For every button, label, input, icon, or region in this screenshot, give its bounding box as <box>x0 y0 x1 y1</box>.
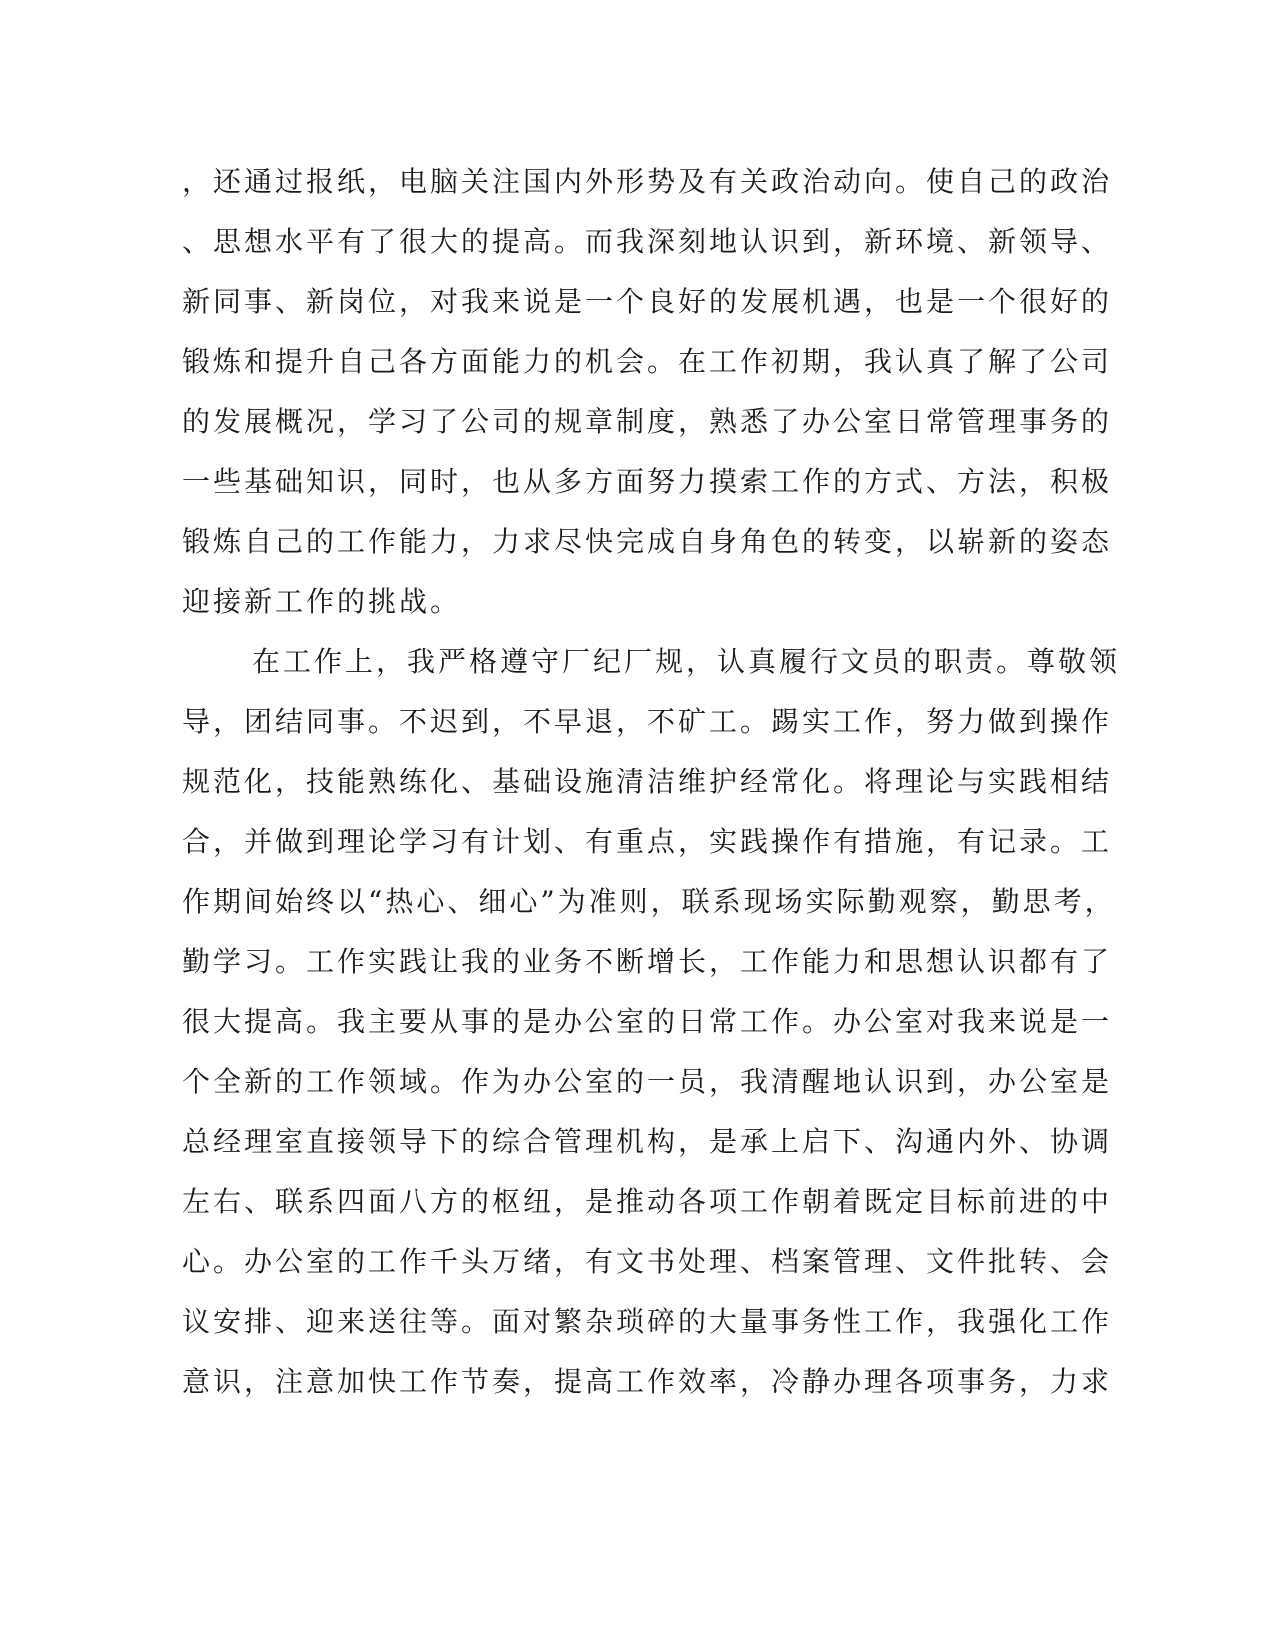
text-line: 锻炼和提升自己各方面能力的机会。在工作初期，我认真了解了公司 <box>182 345 1113 378</box>
text-line: 迎接新工作的挑战。 <box>182 585 462 618</box>
text-line: 勤学习。工作实践让我的业务不断增长，工作能力和思想认识都有了 <box>182 945 1113 978</box>
text-line: 合，并做到理论学习有计划、有重点，实践操作有措施，有记录。工 <box>182 825 1113 858</box>
text-line: 总经理室直接领导下的综合管理机构，是承上启下、沟通内外、协调 <box>182 1125 1113 1158</box>
body-text <box>182 158 1121 1418</box>
paragraph-start-line: 在工作上，我严格遵守厂纪厂规，认真履行文员的职责。尊敬领 <box>252 645 1121 678</box>
text-line: 左右、联系四面八方的枢纽，是推动各项工作朝着既定目标前进的中 <box>182 1185 1113 1218</box>
text-line: 作期间始终以“热心、细心”为准则，联系现场实际勤观察，勤思考， <box>182 885 1116 918</box>
text-line: 议安排、迎来送往等。面对繁杂琐碎的大量事务性工作，我强化工作 <box>182 1305 1113 1338</box>
text-line: ，还通过报纸，电脑关注国内外形势及有关政治动向。使自己的政治 <box>182 165 1113 198</box>
text-line: 规范化，技能熟练化、基础设施清洁维护经常化。将理论与实践相结 <box>182 765 1113 798</box>
text-line: 意识，注意加快工作节奏，提高工作效率，冷静办理各项事务，力求 <box>182 1365 1113 1398</box>
text-line: 锻炼自己的工作能力，力求尽快完成自身角色的转变，以崭新的姿态 <box>182 525 1113 558</box>
text-line: 新同事、新岗位，对我来说是一个良好的发展机遇，也是一个很好的 <box>182 285 1113 318</box>
text-line: 心。办公室的工作千头万绪，有文书处理、档案管理、文件批转、会 <box>182 1245 1113 1278</box>
text-line: 很大提高。我主要从事的是办公室的日常工作。办公室对我来说是一 <box>182 1005 1113 1038</box>
text-line: 、思想水平有了很大的提高。而我深刻地认识到，新环境、新领导、 <box>182 225 1113 258</box>
text-line: 的发展概况，学习了公司的规章制度，熟悉了办公室日常管理事务的 <box>182 405 1113 438</box>
text-line: 导，团结同事。不迟到，不早退，不矿工。踢实工作，努力做到操作 <box>182 705 1113 738</box>
text-line: 个全新的工作领域。作为办公室的一员，我清醒地认识到，办公室是 <box>182 1065 1113 1098</box>
text-line: 一些基础知识，同时，也从多方面努力摸索工作的方式、方法，积极 <box>182 465 1113 498</box>
